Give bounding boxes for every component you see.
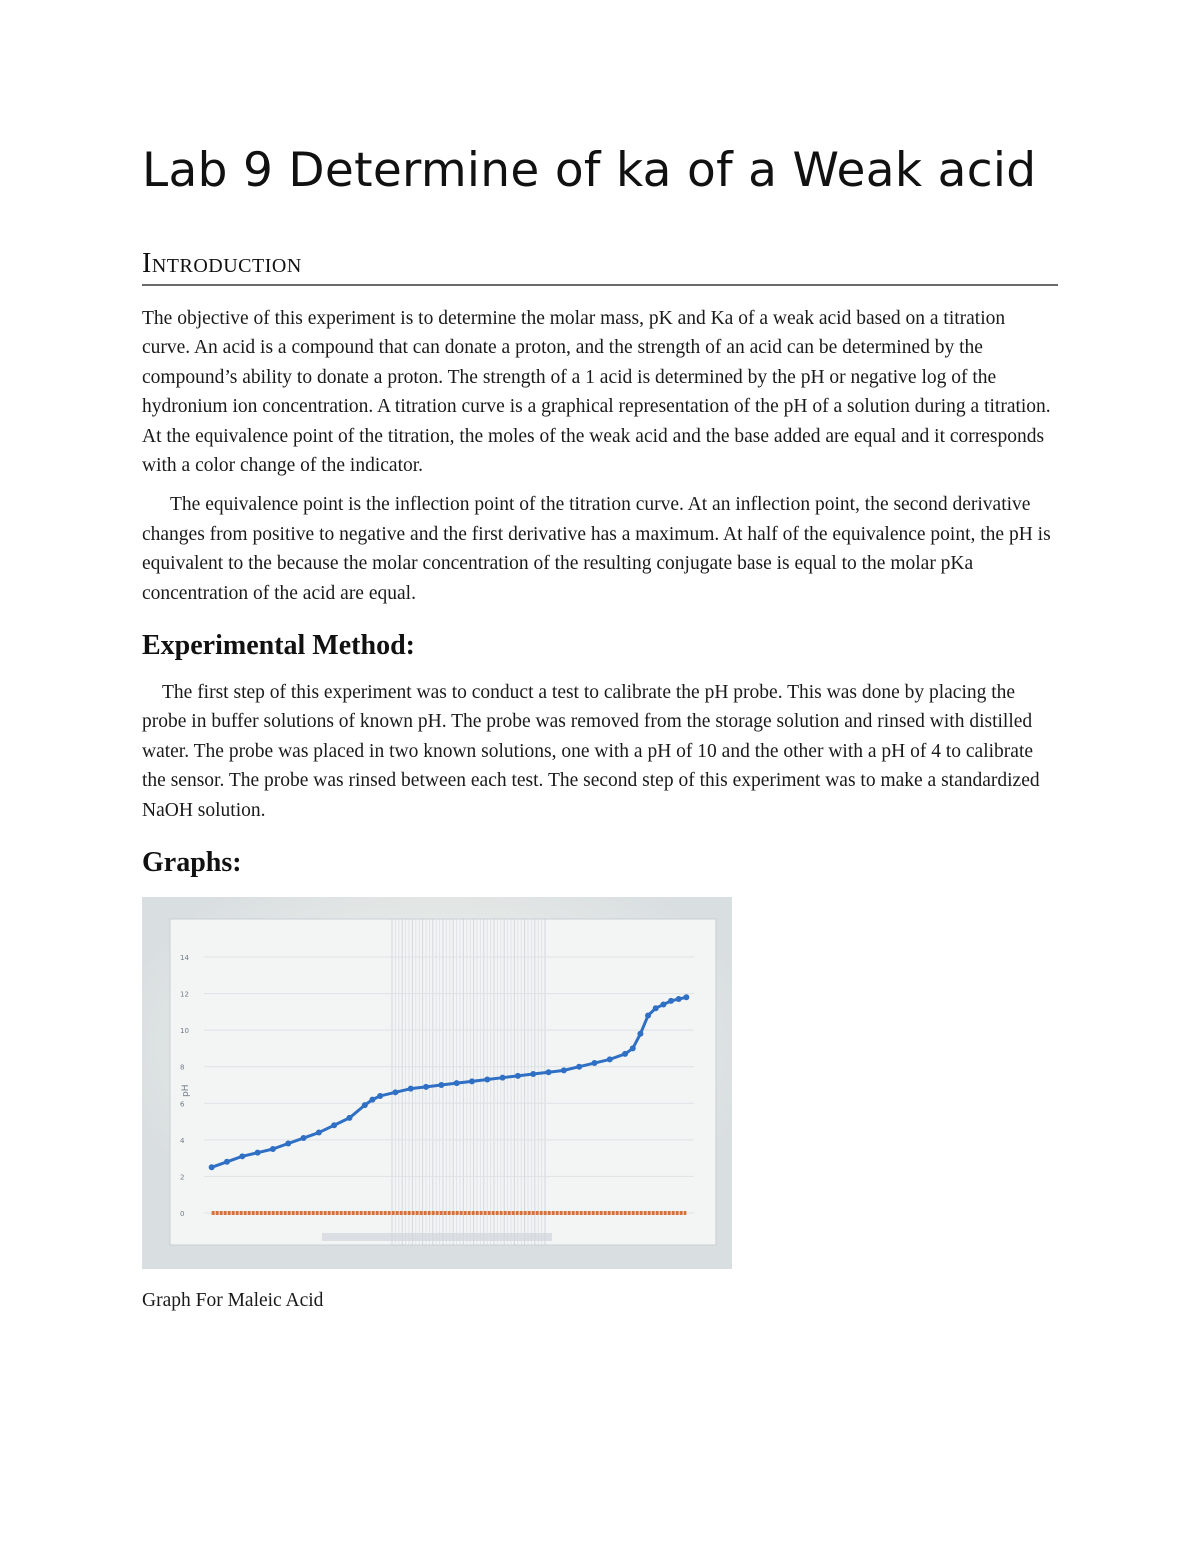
ph-data-point bbox=[653, 1005, 659, 1011]
ph-data-point bbox=[676, 996, 682, 1002]
ph-data-point bbox=[209, 1164, 215, 1170]
ph-data-point bbox=[255, 1150, 261, 1156]
ph-data-point bbox=[515, 1073, 521, 1079]
y-tick-label: 0 bbox=[180, 1210, 185, 1219]
introduction-paragraph-1: The objective of this experiment is to determine the molar mass, pK and Ka of a weak acid based on a titration curve. An acid is a compound that can donate a proton, and the strength of an acid can be determined by the compound’s ability to donate a proton. The strength of a 1 acid is determined by the pH or negative log of the hydronium ion concentration. A titration curve is a graphical representation of the pH of a solution during a titration. At the equivalence point of the titration, the moles of the weak acid and the base added are equal and it corresponds with a color change of the indicator. bbox=[142, 308, 1051, 477]
y-tick-label: 2 bbox=[180, 1173, 185, 1182]
ph-data-point bbox=[331, 1122, 337, 1128]
ph-data-point bbox=[285, 1141, 291, 1147]
y-tick-label: 12 bbox=[180, 990, 189, 999]
ph-data-point bbox=[607, 1056, 613, 1062]
ph-data-point bbox=[346, 1115, 352, 1121]
ph-data-point bbox=[576, 1064, 582, 1070]
chart-legend bbox=[322, 1233, 552, 1241]
y-tick-label: 10 bbox=[180, 1027, 189, 1036]
y-tick-label: 6 bbox=[180, 1100, 185, 1109]
ph-data-point bbox=[377, 1093, 383, 1099]
document-title: Lab 9 Determine of ka of a Weak acid bbox=[142, 143, 1037, 198]
ph-data-point bbox=[469, 1078, 475, 1084]
y-tick-label: 14 bbox=[180, 954, 189, 963]
ph-data-point bbox=[239, 1153, 245, 1159]
introduction-paragraph-2: The equivalence point is the inflection point of the titration curve. At an inflection point, the second derivative changes from positive to negative and the first derivative has a maximum. At half of the equivalence point, the pH is equivalent to the because the molar concentration of the resulting conjugate base is equal to the molar pKa concentration of the acid are equal. bbox=[142, 494, 1051, 604]
ph-data-point bbox=[454, 1080, 460, 1086]
ph-data-point bbox=[591, 1060, 597, 1066]
ph-data-point bbox=[530, 1071, 536, 1077]
ph-data-point bbox=[369, 1097, 375, 1103]
graph-photo bbox=[142, 897, 732, 1269]
ph-data-point bbox=[224, 1159, 230, 1165]
ph-data-point bbox=[362, 1102, 368, 1108]
ph-data-point bbox=[660, 1002, 666, 1008]
ph-data-point bbox=[484, 1077, 490, 1083]
ph-data-point bbox=[622, 1051, 628, 1057]
ph-data-point bbox=[316, 1130, 322, 1136]
ph-data-point bbox=[408, 1086, 414, 1092]
y-tick-label: 8 bbox=[180, 1063, 185, 1072]
ph-data-point bbox=[668, 998, 674, 1004]
method-paragraph: The first step of this experiment was to conduct a test to calibrate the pH probe. This was done by placing the probe in buffer solutions of known pH. The probe was removed from the storage solution and rinsed with distilled water. The probe was placed in two known solutions, one with a pH of 10 and the other with a pH of 4 to calibrate the sensor. The probe was rinsed between each test. The second step of this experiment was to make a standardized NaOH solution. bbox=[142, 682, 1040, 821]
ph-data-point bbox=[500, 1075, 506, 1081]
ph-data-point bbox=[438, 1082, 444, 1088]
ph-data-point bbox=[637, 1031, 643, 1037]
y-axis-label: pH bbox=[181, 1084, 191, 1098]
graphs-heading: Graphs: bbox=[142, 847, 242, 879]
document-page bbox=[142, 140, 1058, 1315]
ph-data-point bbox=[630, 1046, 636, 1052]
ph-data-point bbox=[301, 1135, 307, 1141]
ph-data-point bbox=[270, 1146, 276, 1152]
method-heading: Experimental Method: bbox=[142, 630, 415, 662]
graph-caption: Graph For Maleic Acid bbox=[142, 1290, 324, 1312]
ph-data-point bbox=[683, 994, 689, 1000]
y-tick-label: 4 bbox=[180, 1136, 185, 1145]
titration-chart bbox=[142, 897, 732, 1269]
introduction-heading: Introduction bbox=[142, 246, 1058, 286]
ph-data-point bbox=[645, 1013, 651, 1019]
ph-data-point bbox=[546, 1069, 552, 1075]
ph-data-point bbox=[423, 1084, 429, 1090]
ph-data-point bbox=[392, 1089, 398, 1095]
ph-data-point bbox=[561, 1067, 567, 1073]
